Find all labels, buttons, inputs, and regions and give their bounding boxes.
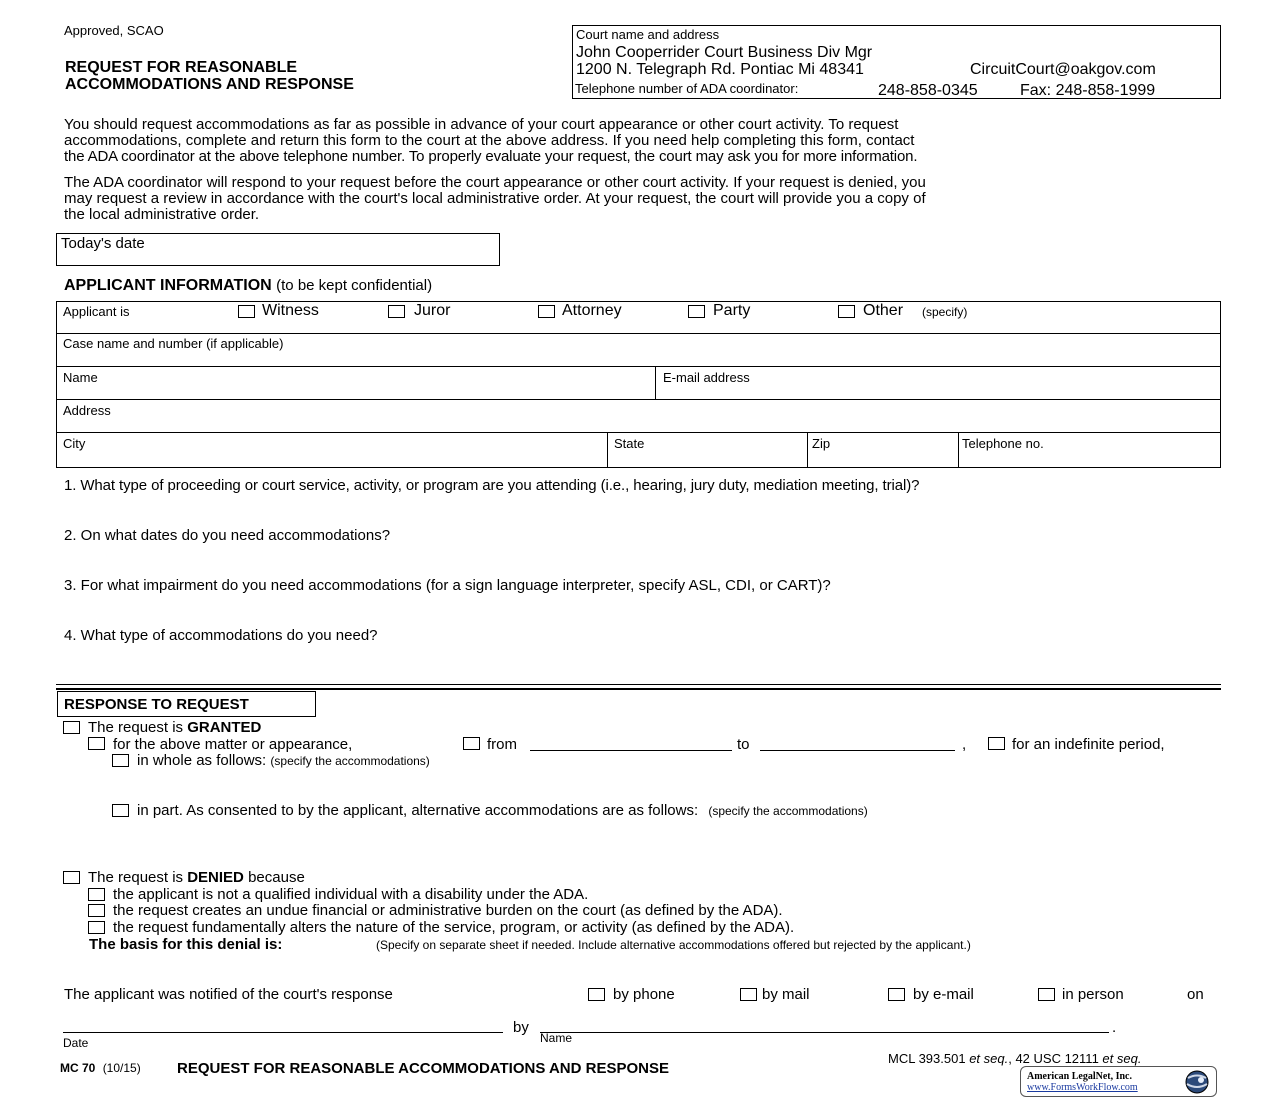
row-divider — [56, 333, 1221, 334]
question-2[interactable]: 2. On what dates do you need accommodations? — [64, 527, 391, 544]
col-divider — [655, 366, 656, 399]
intro-para1-line3: the ADA coordinator at the above telephone number. To properly evaluate your request, the court may ask you for more information. — [64, 148, 918, 165]
above-matter-label: for the above matter or appearance, — [113, 736, 353, 753]
other-specify-note: (specify) — [922, 305, 968, 319]
juror-label: Juror — [414, 302, 451, 319]
reason-1-checkbox[interactable] — [88, 888, 105, 901]
form-title-line2: ACCOMMODATIONS AND RESPONSE — [65, 76, 354, 93]
email-label[interactable]: E-mail address — [663, 370, 750, 385]
whole-note: (specify the accommodations) — [270, 754, 430, 768]
intro-para2-line2: may request a review in accordance with the court's local administrative order. At your request, the court will provide you a copy of — [64, 190, 926, 207]
by-phone-label: by phone — [613, 986, 675, 1003]
date-caption: Date — [63, 1036, 89, 1050]
name-line[interactable] — [540, 1032, 1109, 1033]
ada-fax-value: Fax: 248-858-1999 — [1020, 82, 1156, 99]
col-divider — [958, 432, 959, 468]
form-title-line1: REQUEST FOR REASONABLE — [65, 59, 298, 76]
witness-label: Witness — [262, 302, 319, 319]
notified-label: The applicant was notified of the court's response — [64, 986, 393, 1003]
mcl-etseq-2: et seq. — [1102, 1051, 1142, 1066]
applicant-heading-text: APPLICANT INFORMATION — [64, 277, 272, 294]
row-divider — [56, 399, 1221, 400]
form-id-footer — [60, 1061, 141, 1075]
applicant-is-label: Applicant is — [63, 304, 130, 319]
row-divider — [56, 432, 1221, 433]
state-label[interactable]: State — [614, 436, 645, 451]
from-label: from — [487, 736, 517, 753]
court-name-label: Court name and address — [576, 27, 720, 42]
to-label: to — [737, 736, 750, 753]
in-person-checkbox[interactable] — [1038, 988, 1055, 1001]
logo-url[interactable]: www.FormsWorkFlow.com — [1027, 1082, 1138, 1093]
in-person-label: in person — [1062, 986, 1124, 1003]
granted-checkbox[interactable] — [63, 721, 80, 734]
ada-phone-value: 248-858-0345 — [878, 82, 978, 99]
reason-2-checkbox[interactable] — [88, 904, 105, 917]
juror-checkbox[interactable] — [388, 305, 405, 318]
period-text: . — [1112, 1019, 1117, 1036]
other-label: Other — [863, 302, 904, 319]
from-date-line[interactable] — [530, 750, 732, 751]
mcl-etseq-1: et seq. — [969, 1051, 1009, 1066]
mcl-citation — [888, 1051, 1141, 1066]
telephone-label[interactable]: Telephone no. — [962, 436, 1044, 451]
basis-label: The basis for this denial is: — [89, 936, 283, 953]
whole-checkbox[interactable] — [112, 754, 129, 767]
intro-para2-line3: the local administrative order. — [64, 206, 260, 223]
denied-label — [88, 869, 305, 886]
reason-3-label: the request fundamentally alters the nature of the service, program, or activity (as defined by the ADA). — [113, 919, 795, 936]
address-label[interactable]: Address — [63, 403, 111, 418]
reason-2-label: the request creates an undue financial or administrative burden on the court (as defined by the ADA). — [113, 902, 783, 919]
response-heading: RESPONSE TO REQUEST — [64, 696, 249, 713]
name-label[interactable]: Name — [63, 370, 98, 385]
form-id: MC 70 — [60, 1061, 96, 1075]
part-note: (specify the accommodations) — [708, 804, 868, 818]
globe-icon — [1179, 1069, 1215, 1095]
approved-text: Approved, SCAO — [64, 23, 164, 38]
above-matter-checkbox[interactable] — [88, 737, 105, 750]
form-date: (10/15) — [102, 1061, 141, 1075]
footer-title: REQUEST FOR REASONABLE ACCOMMODATIONS AND RESPONSE — [177, 1060, 669, 1077]
to-date-line[interactable] — [760, 750, 955, 751]
by-phone-checkbox[interactable] — [588, 988, 605, 1001]
comma-text: , — [962, 736, 967, 753]
denied-prefix: The request is — [88, 869, 188, 886]
indefinite-checkbox[interactable] — [988, 737, 1005, 750]
part-text: in part. As consented to by the applicant, alternative accommodations are as follows: — [137, 802, 699, 819]
reason-1-label: the applicant is not a qualified individual with a disability under the ADA. — [113, 886, 589, 903]
intro-para2-line1: The ADA coordinator will respond to your request before the court appearance or other court activity. If your request is denied, you — [64, 174, 926, 191]
todays-date-label: Today's date — [61, 235, 145, 252]
intro-para1-line1: You should request accommodations as far as possible in advance of your court appearance or other court activity. To request — [64, 116, 899, 133]
col-divider — [607, 432, 608, 468]
party-checkbox[interactable] — [688, 305, 705, 318]
city-label[interactable]: City — [63, 436, 86, 451]
american-legalnet-logo[interactable] — [1020, 1066, 1217, 1097]
logo-company-name: American LegalNet, Inc. — [1027, 1071, 1132, 1082]
by-label: by — [513, 1019, 529, 1036]
zip-label[interactable]: Zip — [812, 436, 831, 451]
reason-3-checkbox[interactable] — [88, 921, 105, 934]
name-caption: Name — [540, 1031, 573, 1045]
applicant-heading-note: (to be kept confidential) — [276, 277, 433, 294]
denied-checkbox[interactable] — [63, 871, 80, 884]
whole-text: in whole as follows: — [137, 752, 267, 769]
denied-suffix: because — [243, 869, 305, 886]
by-email-label: by e-mail — [913, 986, 974, 1003]
court-email-value: CircuitCourt@oakgov.com — [970, 61, 1156, 78]
granted-prefix: The request is — [88, 719, 188, 736]
by-mail-label: by mail — [762, 986, 810, 1003]
col-divider — [807, 432, 808, 468]
question-1[interactable]: 1. What type of proceeding or court service, activity, or program are you attending (i.e., hearing, jury duty, mediation meeting, trial)? — [64, 477, 920, 494]
section-divider — [56, 688, 1221, 690]
by-email-checkbox[interactable] — [888, 988, 905, 1001]
date-line[interactable] — [63, 1032, 503, 1033]
case-label[interactable]: Case name and number (if applicable) — [63, 336, 284, 351]
granted-label — [88, 719, 261, 736]
part-checkbox[interactable] — [112, 804, 129, 817]
court-name-value: John Cooperrider Court Business Div Mgr — [576, 44, 873, 61]
section-divider — [56, 684, 1221, 685]
mcl-mid: , 42 USC 12111 — [1008, 1051, 1103, 1066]
from-checkbox[interactable] — [463, 737, 480, 750]
other-checkbox[interactable] — [838, 305, 855, 318]
indefinite-label: for an indefinite period, — [1012, 736, 1165, 753]
granted-word: GRANTED — [187, 719, 262, 736]
part-label — [137, 802, 868, 819]
court-address-value: 1200 N. Telegraph Rd. Pontiac Mi 48341 — [576, 61, 864, 78]
mcl-prefix: MCL 393.501 — [888, 1051, 970, 1066]
party-label: Party — [713, 302, 751, 319]
on-label: on — [1187, 986, 1204, 1003]
attorney-label: Attorney — [562, 302, 622, 319]
attorney-checkbox[interactable] — [538, 305, 555, 318]
row-divider — [56, 366, 1221, 367]
whole-label — [137, 752, 430, 769]
question-3[interactable]: 3. For what impairment do you need accommodations (for a sign language interpreter, specify ASL, CDI, or CART)? — [64, 577, 831, 594]
by-mail-checkbox[interactable] — [740, 988, 757, 1001]
applicant-heading — [64, 277, 432, 295]
denied-word: DENIED — [187, 869, 244, 886]
witness-checkbox[interactable] — [238, 305, 255, 318]
question-4[interactable]: 4. What type of accommodations do you need? — [64, 627, 378, 644]
intro-para1-line2: accommodations, complete and return this form to the court at the above address. If you need help completing this form, contact — [64, 132, 915, 149]
ada-phone-label: Telephone number of ADA coordinator: — [575, 81, 799, 96]
basis-note: (Specify on separate sheet if needed. Include alternative accommodations offered but rejected by the applicant.) — [376, 938, 971, 952]
